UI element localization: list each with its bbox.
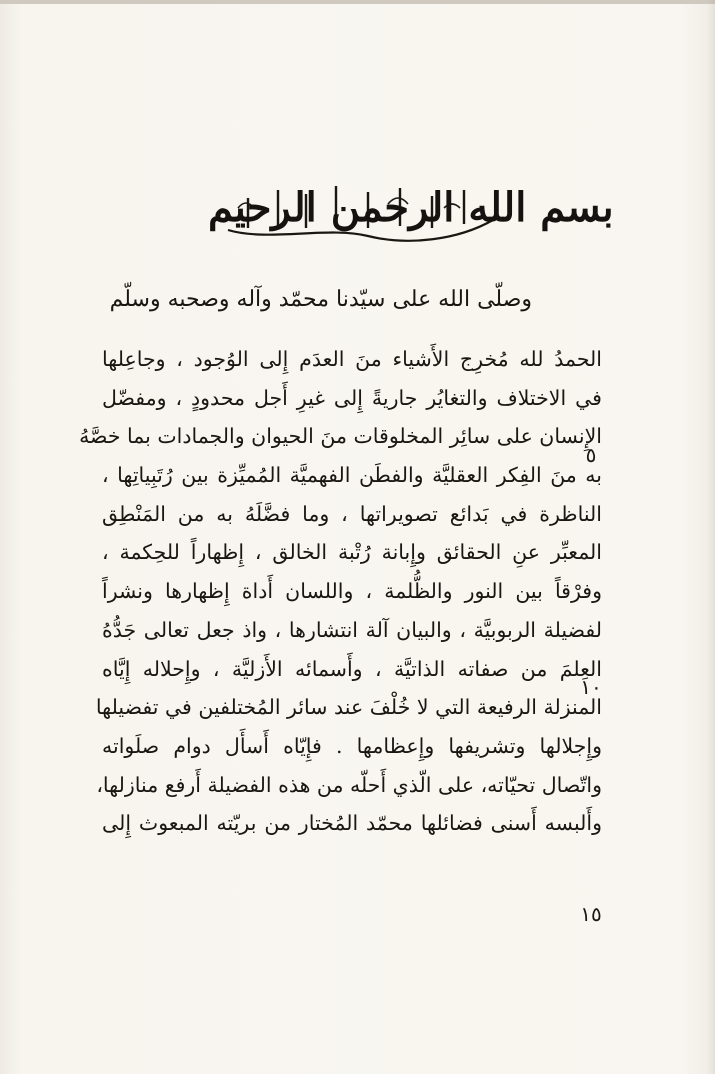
text-line: الناظرة في بَدائع تصويراتها ، وما فضَّلَهُ به من المَنْطِق (102, 501, 602, 526)
text-line: العِلمَ من صفاته الذاتيَّة ، وأَسمائه الأَزليَّة ، وإِحلاله إِيَّاه (102, 656, 602, 681)
text-line: المنزلة الرفيعة التي لا خُلْفَ عند سائر المُختلفين في تفضيلها (95, 695, 602, 720)
text-line: وإِجلالها وتشريفها وإِعظامها . فإِيّاه أَسأَل دوام صلَواته (102, 733, 602, 758)
line-number-15: ١٥ (580, 902, 602, 926)
page-top-edge (0, 0, 715, 4)
text-line: الحمدُ لله مُخرِج الأَشياء منَ العدَم إِلى الوُجود ، وجاعِلها (102, 347, 602, 371)
text-line: الإِنسان على سائِر المخلوقات منَ الحيوان والجمادات بما خصَّهُ (79, 424, 602, 449)
basmala-calligraphy (208, 168, 614, 248)
text-line: واتّصال تحيّاته، على الّذي أَحلّه من هذه الفضيلة أَرفع منازلها، (96, 772, 602, 797)
basmala-text: بسم الله الرحمن الرحيم (208, 184, 614, 231)
salawat-line: وصلّى الله على سيّدنا محمّد وآله وصحبه وسلّم (109, 287, 532, 312)
text-line: وفرْقاً بين النور والظُّلمة ، واللسان أَداة إِظهارها ونشراً (102, 579, 602, 604)
line-number-10: ١٠ (580, 675, 602, 699)
text-line: المعبِّر عنِ الحقائق وإِبانة رُتْبة الخالق ، إِظهاراً للحِكمة ، (102, 540, 602, 565)
text-line: في الاختلاف والتغايُر جاريةً إِلى غيرِ أَجل محدودٍ ، ومفضّل (102, 385, 602, 410)
main-text (79, 340, 602, 843)
text-line: وأَلبسه أَسنى فضائلها محمّد المُختار من بريّته المبعوث إِلى (102, 811, 602, 836)
text-line: لفضيلة الربوبيَّة ، والبيان آلة انتشارها ، واذ جعل تعالى جَدُّهُ (102, 617, 602, 642)
text-line: به منَ الفِكر العقليَّة والفطَن الفهميَّة المُميِّزة بين رُتَبِياتِها ، (102, 463, 602, 488)
page-edge-shadow (707, 0, 715, 1074)
line-number-5: ٥ (585, 443, 597, 467)
